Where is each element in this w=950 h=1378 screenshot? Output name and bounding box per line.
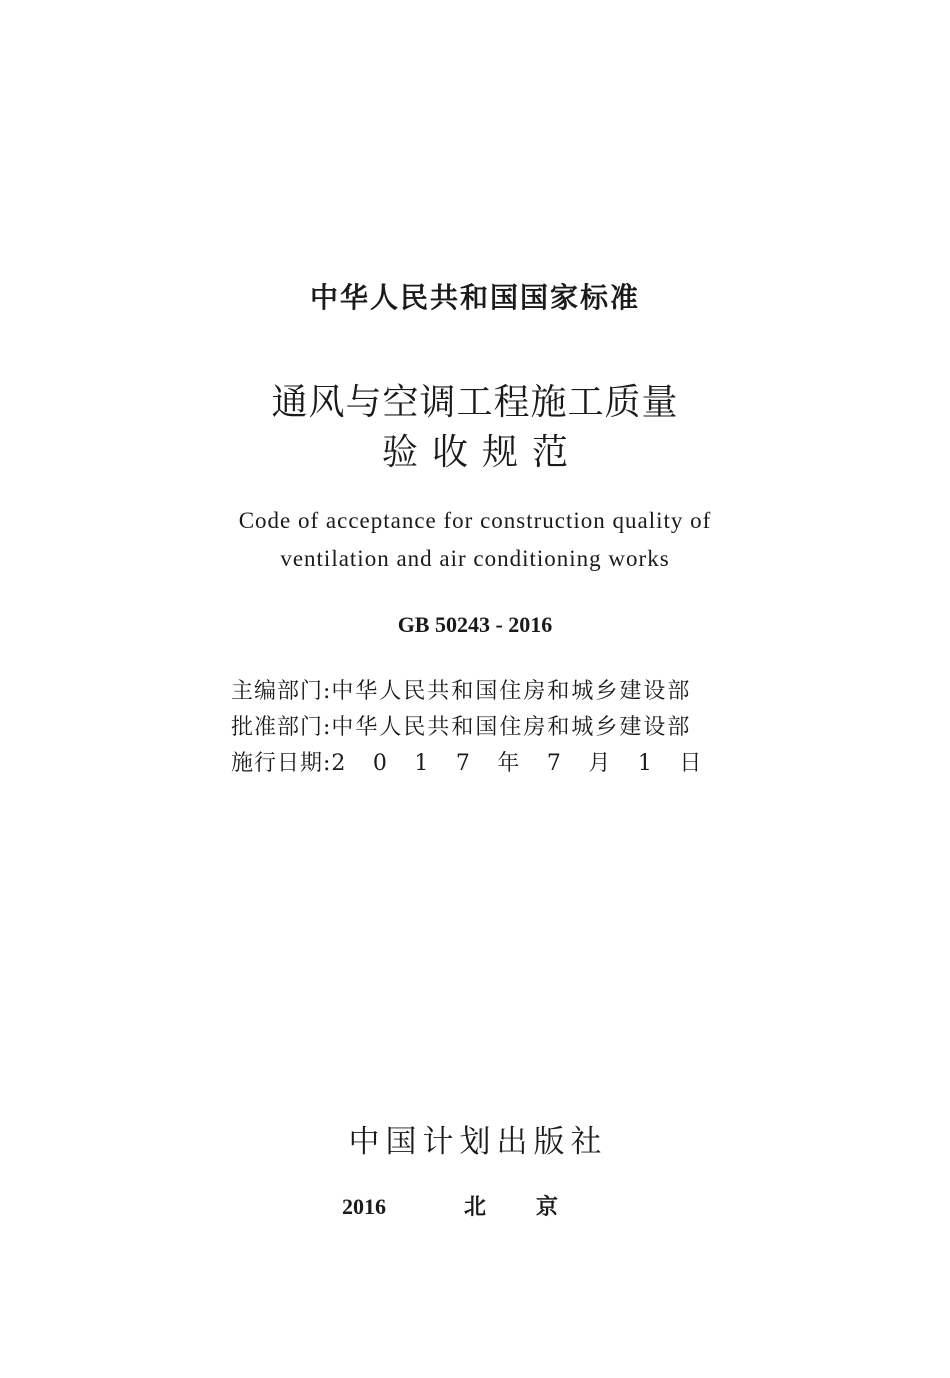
effective-date-label: 施行日期: — [231, 751, 332, 776]
date-part: 7 — [455, 751, 470, 776]
date-part: 0 — [372, 751, 387, 776]
title-zh-line2: 验收规范 — [381, 432, 582, 473]
publisher-name: 中国计划出版社 — [348, 1124, 608, 1160]
editor-label: 主编部门: — [231, 679, 332, 704]
date-part: 7 — [546, 751, 561, 776]
date-part: 2 — [331, 751, 346, 776]
approver-label: 批准部门: — [231, 715, 332, 740]
publication-year: 2016 — [341, 1194, 386, 1219]
effective-date-value — [331, 746, 701, 782]
date-part: 1 — [414, 751, 429, 776]
standard-code: GB 50243 - 2016 — [397, 612, 553, 637]
title-en-line1: Code of acceptance for construction quality of — [238, 508, 712, 533]
title-en-line2: ventilation and air conditioning works — [280, 546, 670, 571]
approver-row — [231, 710, 731, 746]
national-standard-heading: 中华人民共和国国家标准 — [309, 281, 640, 314]
date-part: 年 — [497, 751, 520, 776]
editor-value: 中华人民共和国住房和城乡建设部 — [331, 679, 692, 704]
date-part: 月 — [588, 751, 611, 776]
publication-place — [0, 1190, 950, 1221]
effective-date-row — [231, 746, 731, 782]
info-block — [231, 674, 731, 782]
editor-row — [231, 674, 731, 710]
publication-city: 北京 — [463, 1194, 608, 1219]
title-zh-line1: 通风与空调工程施工质量 — [271, 382, 679, 423]
date-part: 日 — [679, 751, 702, 776]
approver-value: 中华人民共和国住房和城乡建设部 — [331, 715, 692, 740]
date-part: 1 — [637, 751, 652, 776]
